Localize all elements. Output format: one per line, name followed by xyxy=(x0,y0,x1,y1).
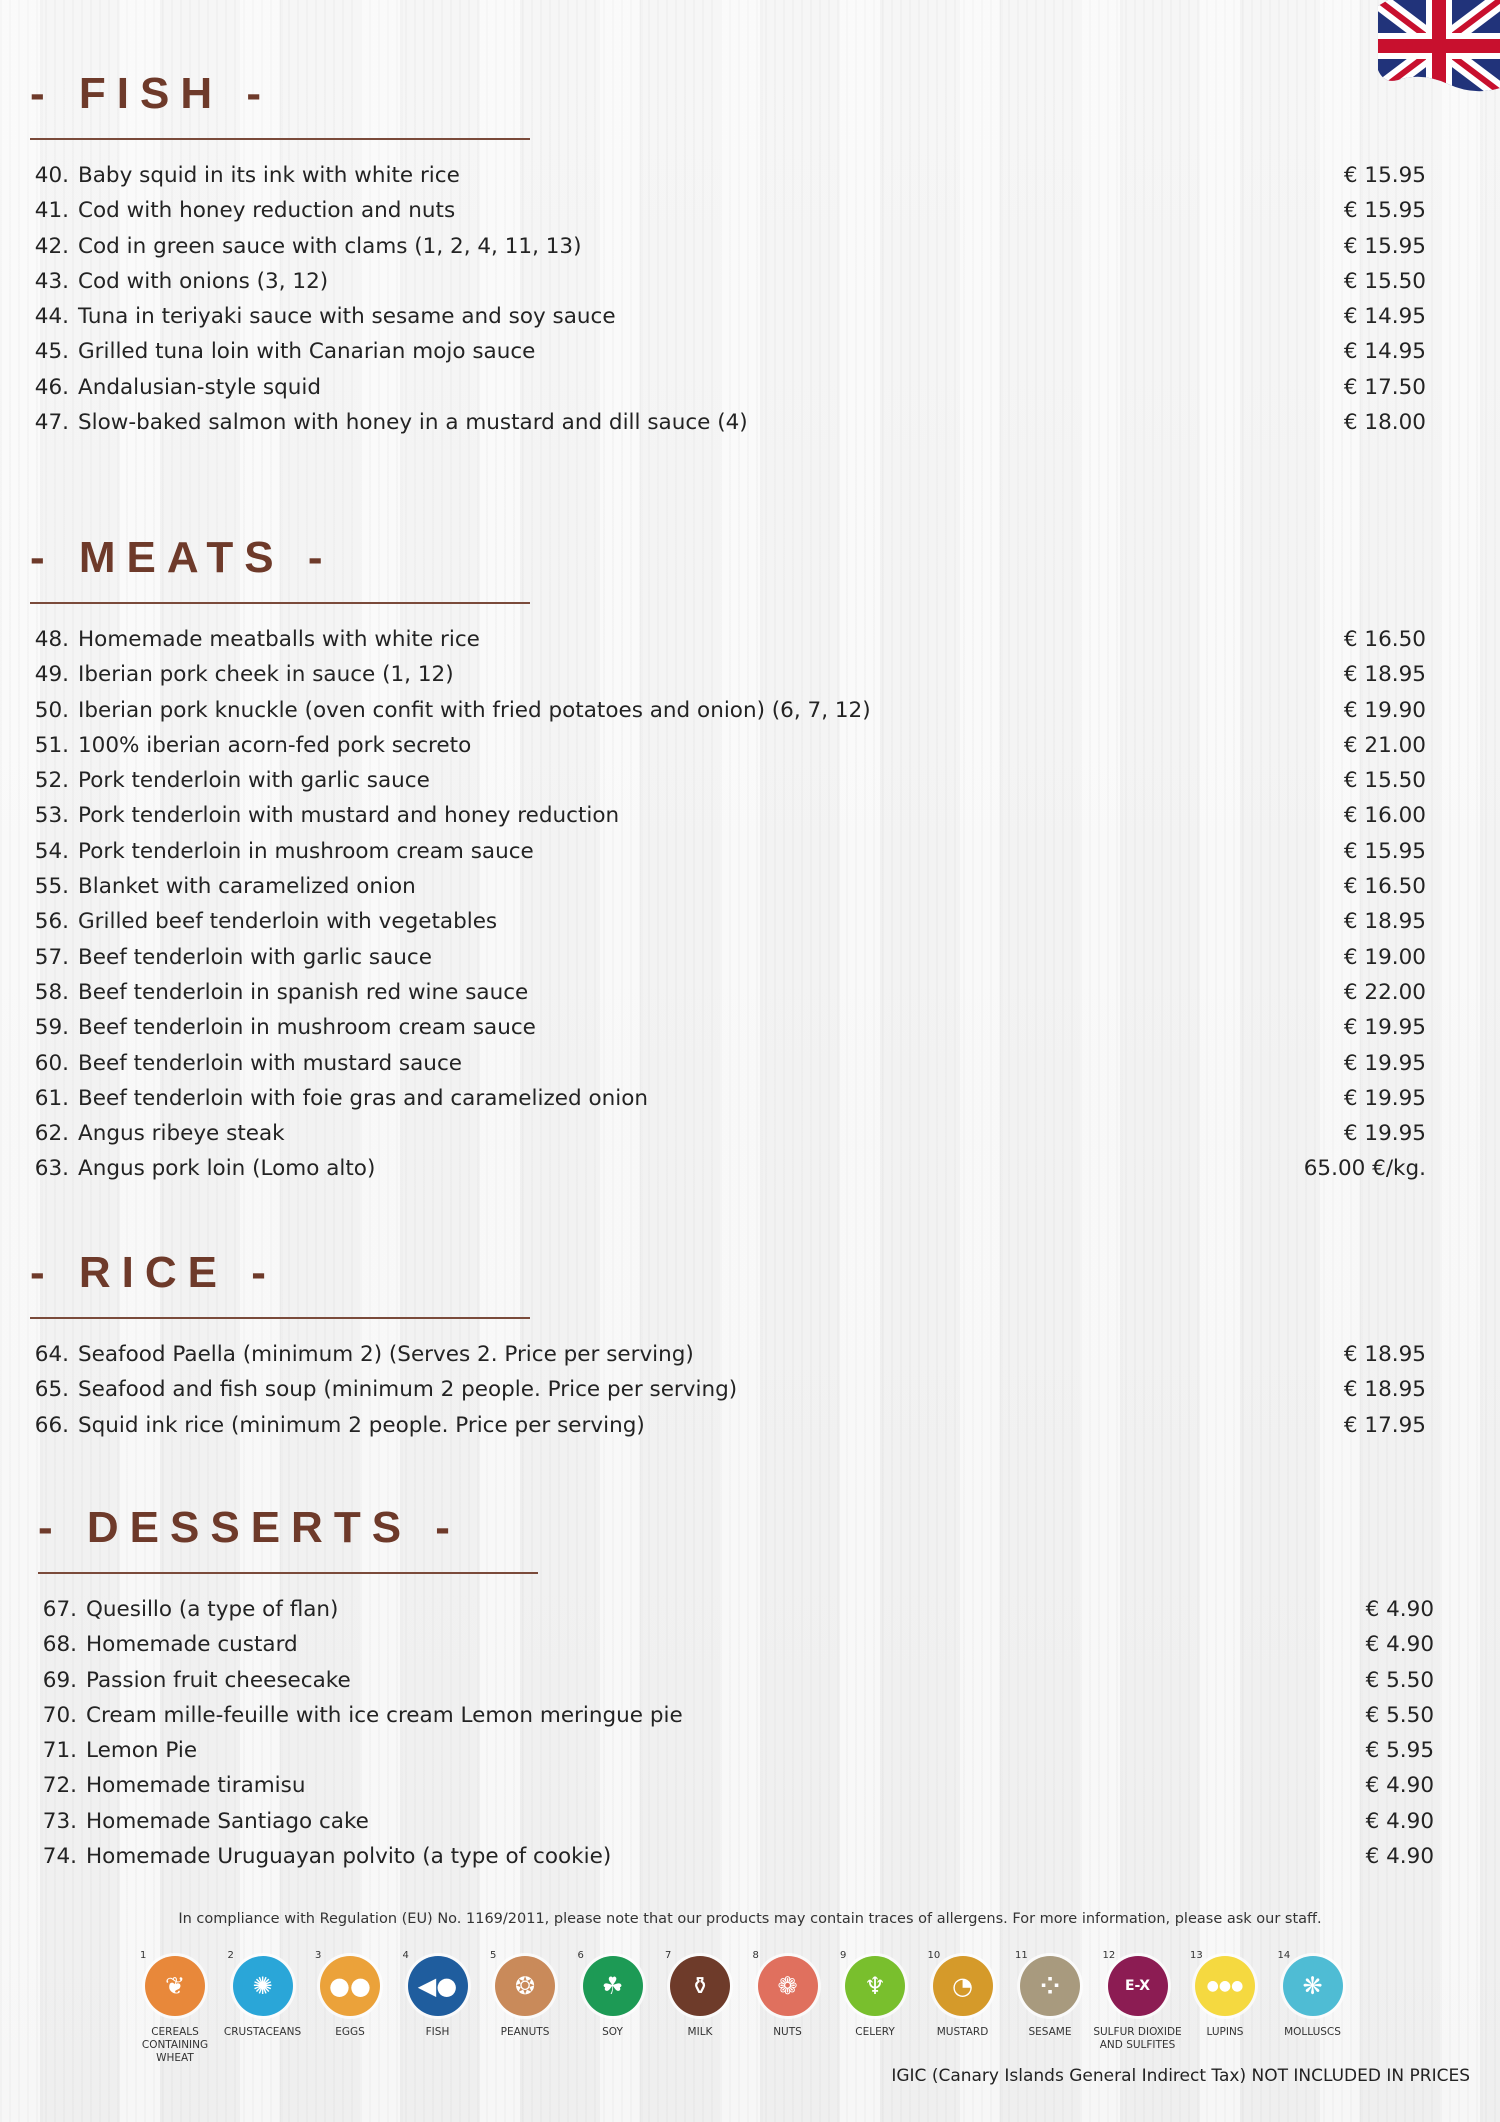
menu-item-number: 49. xyxy=(34,662,69,688)
menu-item-name: Homemade Santiago cake xyxy=(86,1808,369,1834)
menu-item-number: 65. xyxy=(34,1377,69,1403)
allergen-legend xyxy=(130,1950,1380,2064)
menu-item-number: 54. xyxy=(34,838,69,864)
menu-item-name: Cod in green sauce with clams (1, 2, 4, 11, 13) xyxy=(78,233,582,259)
menu-item-name: Pork tenderloin with mustard and honey reduction xyxy=(78,803,620,829)
menu-item-price: € 4.90 xyxy=(1365,1632,1434,1658)
menu-item-number: 41. xyxy=(34,198,69,224)
menu-item-description xyxy=(38,1592,338,1627)
menu-item-number: 59. xyxy=(34,1015,69,1041)
menu-item-number: 69. xyxy=(42,1667,77,1693)
menu-item-number: 68. xyxy=(42,1632,77,1658)
menu-item-name: Homemade tiramisu xyxy=(86,1773,306,1799)
menu-item-description xyxy=(30,1337,694,1372)
allergen-number: 7 xyxy=(665,1950,672,1961)
menu-item xyxy=(30,869,1426,904)
allergen-label: MILK xyxy=(687,2026,713,2038)
menu-item-number: 64. xyxy=(34,1342,69,1367)
menu-item-description xyxy=(30,1046,462,1081)
menu-item-price: € 19.95 xyxy=(1343,1050,1426,1076)
lupins-icon xyxy=(1195,1956,1255,2016)
section-title-fish: - FISH - xyxy=(30,69,272,118)
menu-item xyxy=(30,834,1426,869)
eggs-icon xyxy=(320,1956,380,2016)
allergen-label: CELERY xyxy=(855,2026,895,2038)
menu-item-description xyxy=(38,1663,351,1698)
menu-item xyxy=(30,657,1426,692)
menu-item-number: 44. xyxy=(34,304,69,330)
allergen-glyph: ☘ xyxy=(601,1972,624,2000)
menu-item-description xyxy=(30,834,534,869)
menu-item xyxy=(30,1116,1426,1151)
menu-item xyxy=(30,1408,1426,1443)
section-rice xyxy=(30,1248,1430,1443)
menu-item-number: 42. xyxy=(34,233,69,259)
menu-item-description xyxy=(30,763,430,798)
section-divider xyxy=(30,138,530,140)
menu-item-number: 61. xyxy=(34,1085,69,1111)
menu-item-price: € 4.90 xyxy=(1365,1773,1434,1799)
milk-icon xyxy=(670,1956,730,2016)
menu-item-description xyxy=(30,1081,648,1116)
menu-item-number: 52. xyxy=(34,768,69,794)
sesame-icon xyxy=(1020,1956,1080,2016)
menu-item-price: € 18.95 xyxy=(1343,662,1426,688)
menu-item-name: Andalusian-style squid xyxy=(78,374,321,400)
menu-item xyxy=(30,1010,1426,1045)
menu-item xyxy=(38,1592,1434,1627)
section-desserts xyxy=(38,1503,1438,1874)
menu-item-description xyxy=(30,728,471,763)
menu-item-price: € 22.00 xyxy=(1343,979,1426,1005)
allergen-item xyxy=(1005,1950,1095,2039)
menu-item-price: € 17.95 xyxy=(1343,1412,1426,1438)
menu-item-name: Cream mille-feuille with ice cream Lemon meringue pie xyxy=(86,1702,683,1728)
allergen-glyph: E-X xyxy=(1124,1978,1151,1994)
menu-item-number: 66. xyxy=(34,1412,69,1438)
allergen-label: EGGS xyxy=(335,2026,365,2038)
menu-item-price: € 19.95 xyxy=(1343,1121,1426,1147)
allergen-label: SESAME xyxy=(1028,2026,1072,2038)
allergen-label: SULFUR DIOXIDE AND SULFITES xyxy=(1093,2026,1182,2051)
menu-item-number: 55. xyxy=(34,874,69,900)
allergen-number: 4 xyxy=(402,1950,409,1961)
menu-item-description xyxy=(30,1116,285,1151)
menu-item-number: 53. xyxy=(34,803,69,829)
menu-item xyxy=(30,763,1426,798)
allergen-glyph: ◔ xyxy=(952,1972,973,2000)
menu-item-name: Iberian pork cheek in sauce (1, 12) xyxy=(78,662,454,688)
menu-item-name: Pork tenderloin with garlic sauce xyxy=(78,768,430,794)
menu-item xyxy=(30,1081,1426,1116)
soy-icon xyxy=(583,1956,643,2016)
menu-item-description xyxy=(30,693,871,728)
allergen-item xyxy=(393,1950,483,2039)
menu-item-price: € 4.90 xyxy=(1365,1844,1434,1870)
menu-item-name: Beef tenderloin with mustard sauce xyxy=(78,1050,462,1076)
menu-item-name: Slow-baked salmon with honey in a mustard and dill sauce (4) xyxy=(78,410,748,436)
menu-item-number: 50. xyxy=(34,697,69,723)
menu-item-name: 100% iberian acorn-fed pork secreto xyxy=(78,732,472,758)
menu-item-name: Grilled beef tenderloin with vegetables xyxy=(78,909,498,935)
allergen-label: MOLLUSCS xyxy=(1284,2026,1341,2038)
menu-item-number: 72. xyxy=(42,1773,77,1799)
menu-item xyxy=(30,1046,1426,1081)
section-title-rice: - RICE - xyxy=(30,1248,277,1297)
nuts-icon xyxy=(758,1956,818,2016)
section-fish xyxy=(30,69,1430,440)
menu-item-name: Seafood Paella (minimum 2) (Serves 2. Price per serving) xyxy=(78,1342,694,1367)
menu-item-price: € 17.50 xyxy=(1343,374,1426,400)
menu-item-name: Beef tenderloin in mushroom cream sauce xyxy=(78,1015,536,1041)
menu-item-name: Blanket with caramelized onion xyxy=(78,874,416,900)
section-divider xyxy=(38,1572,538,1574)
menu-item xyxy=(30,158,1426,193)
allergen-item xyxy=(655,1950,745,2039)
menu-item-price: € 18.00 xyxy=(1343,410,1426,436)
menu-item-description xyxy=(30,405,748,440)
menu-item-price: € 14.95 xyxy=(1343,339,1426,365)
menu-item-name: Cod with honey reduction and nuts xyxy=(78,198,456,224)
menu-item-name: Squid ink rice (minimum 2 people. Price per serving) xyxy=(78,1412,645,1438)
menu-item-name: Baby squid in its ink with white rice xyxy=(78,163,460,188)
menu-item-description xyxy=(30,1372,737,1407)
menu-item xyxy=(38,1733,1434,1768)
mustard-icon xyxy=(933,1956,993,2016)
menu-item-price: € 21.00 xyxy=(1343,732,1426,758)
menu-item xyxy=(38,1627,1434,1662)
menu-item-number: 62. xyxy=(34,1121,69,1147)
menu-item xyxy=(30,1151,1426,1186)
allergen-label: CRUSTACEANS xyxy=(223,2026,302,2038)
menu-item-price: € 5.50 xyxy=(1365,1702,1434,1728)
menu-item-price: € 15.50 xyxy=(1343,768,1426,794)
menu-item xyxy=(30,728,1426,763)
menu-item-name: Homemade Uruguayan polvito (a type of cookie) xyxy=(86,1844,612,1870)
tax-note: IGIC (Canary Islands General Indirect Tax) NOT INCLUDED IN PRICES xyxy=(891,2066,1470,2086)
menu-item xyxy=(30,193,1426,228)
menu-item-price: € 5.50 xyxy=(1365,1667,1434,1693)
allergen-number: 2 xyxy=(227,1950,234,1961)
menu-item-price: € 15.50 xyxy=(1343,268,1426,294)
menu-item-description xyxy=(30,193,455,228)
menu-item xyxy=(38,1698,1434,1733)
menu-item-price: € 16.50 xyxy=(1343,874,1426,900)
menu-item xyxy=(30,940,1426,975)
allergen-number: 3 xyxy=(315,1950,322,1961)
allergen-glyph: ◀● xyxy=(417,1972,458,2000)
menu-item-description xyxy=(30,869,416,904)
allergen-item xyxy=(1268,1950,1358,2039)
menu-item-number: 51. xyxy=(34,732,69,758)
menu-list-rice xyxy=(30,1337,1430,1443)
sulfites-icon xyxy=(1108,1956,1168,2016)
allergen-item xyxy=(568,1950,658,2039)
allergen-number: 13 xyxy=(1190,1950,1203,1961)
menu-item-price: € 18.95 xyxy=(1343,1342,1426,1367)
celery-icon xyxy=(845,1956,905,2016)
crab-icon xyxy=(233,1956,293,2016)
menu-item-description xyxy=(30,229,582,264)
menu-item xyxy=(30,229,1426,264)
menu-item-price: € 16.50 xyxy=(1343,627,1426,652)
allergen-number: 9 xyxy=(840,1950,847,1961)
menu-item-price: € 16.00 xyxy=(1343,803,1426,829)
menu-item-price: € 18.95 xyxy=(1343,1377,1426,1403)
menu-item xyxy=(38,1839,1434,1874)
allergen-glyph: ●●● xyxy=(1206,1978,1244,1994)
allergen-item xyxy=(130,1950,220,2065)
allergen-number: 10 xyxy=(927,1950,941,1961)
menu-item-description xyxy=(30,158,460,193)
menu-item-description xyxy=(30,1408,645,1443)
allergen-label: CEREALS CONTAINING WHEAT xyxy=(141,2026,209,2064)
allergen-glyph: ⁘ xyxy=(1039,1972,1061,2000)
menu-item-number: 58. xyxy=(34,979,69,1005)
menu-item-description xyxy=(30,1010,536,1045)
section-meats xyxy=(30,533,1430,1187)
menu-item-name: Passion fruit cheesecake xyxy=(86,1667,351,1693)
allergen-item xyxy=(743,1950,833,2039)
menu-item-price: 65.00 €/kg. xyxy=(1303,1156,1426,1182)
peanut-icon xyxy=(495,1956,555,2016)
menu-item xyxy=(38,1663,1434,1698)
menu-item-price: € 19.95 xyxy=(1343,1015,1426,1041)
menu-item-description xyxy=(30,334,535,369)
menu-item-description xyxy=(38,1627,298,1662)
menu-item-price: € 5.95 xyxy=(1365,1738,1434,1764)
section-divider xyxy=(30,602,530,604)
allergen-glyph: ❦ xyxy=(164,1972,186,2000)
menu-item-name: Lemon Pie xyxy=(86,1738,198,1764)
menu-item-name: Quesillo (a type of flan) xyxy=(86,1597,339,1622)
allergen-item xyxy=(305,1950,395,2039)
allergen-notice: In compliance with Regulation (EU) No. 1169/2011, please note that our products may contain traces of allergens. For more information, please ask our staff. xyxy=(178,1911,1322,1927)
allergen-item xyxy=(480,1950,570,2039)
menu-item xyxy=(30,264,1426,299)
menu-item-price: € 4.90 xyxy=(1365,1597,1434,1622)
menu-item-name: Tuna in teriyaki sauce with sesame and soy sauce xyxy=(78,304,616,330)
menu-item xyxy=(30,405,1426,440)
menu-item-name: Homemade custard xyxy=(86,1632,298,1658)
allergen-label: PEANUTS xyxy=(500,2026,550,2038)
menu-item-number: 74. xyxy=(42,1844,77,1870)
section-title-meats: - MEATS - xyxy=(30,533,334,582)
menu-item-number: 60. xyxy=(34,1050,69,1076)
menu-item-description xyxy=(30,1151,375,1186)
menu-list-desserts xyxy=(38,1592,1438,1874)
allergen-item xyxy=(830,1950,920,2039)
menu-list-meats xyxy=(30,622,1430,1187)
section-title-desserts: - DESSERTS - xyxy=(38,1503,461,1552)
menu-item-number: 67. xyxy=(42,1597,77,1622)
menu-item xyxy=(30,622,1426,657)
allergen-label: LUPINS xyxy=(1206,2026,1244,2038)
menu-item-name: Pork tenderloin in mushroom cream sauce xyxy=(78,838,534,864)
menu-item-price: € 18.95 xyxy=(1343,909,1426,935)
menu-item xyxy=(30,1372,1426,1407)
menu-item xyxy=(30,798,1426,833)
menu-item-price: € 14.95 xyxy=(1343,304,1426,330)
menu-item-name: Cod with onions (3, 12) xyxy=(78,268,329,294)
menu-item-price: € 19.95 xyxy=(1343,1085,1426,1111)
menu-item-price: € 4.90 xyxy=(1365,1808,1434,1834)
allergen-number: 1 xyxy=(140,1950,147,1961)
allergen-item xyxy=(1180,1950,1270,2039)
allergen-label: MUSTARD xyxy=(936,2026,989,2038)
allergen-number: 6 xyxy=(577,1950,584,1961)
menu-item-description xyxy=(30,904,497,939)
allergen-label: NUTS xyxy=(773,2026,802,2038)
menu-item-description xyxy=(38,1698,683,1733)
menu-item-description xyxy=(30,940,432,975)
menu-item-description xyxy=(30,264,328,299)
menu-item xyxy=(30,904,1426,939)
menu-item-price: € 15.95 xyxy=(1343,163,1426,188)
menu-item-number: 40. xyxy=(34,163,69,188)
allergen-number: 14 xyxy=(1277,1950,1291,1961)
menu-item-name: Seafood and fish soup (minimum 2 people. Price per serving) xyxy=(78,1377,738,1403)
menu-item-name: Angus pork loin (Lomo alto) xyxy=(78,1156,376,1182)
menu-item-description xyxy=(38,1733,197,1768)
shell-icon xyxy=(1283,1956,1343,2016)
menu-item xyxy=(30,370,1426,405)
allergen-glyph: ✺ xyxy=(252,1972,273,2000)
section-divider xyxy=(30,1317,530,1319)
menu-item-number: 43. xyxy=(34,268,69,294)
menu-item-description xyxy=(38,1804,369,1839)
menu-item-number: 45. xyxy=(34,339,69,365)
menu-item-price: € 15.95 xyxy=(1343,198,1426,224)
menu-item-description xyxy=(38,1768,305,1803)
menu-item-number: 56. xyxy=(34,909,69,935)
allergen-glyph: ●● xyxy=(329,1972,371,2000)
menu-list-fish xyxy=(30,158,1430,440)
menu-item-number: 57. xyxy=(34,944,69,970)
menu-item-number: 46. xyxy=(34,374,69,400)
menu-item-price: € 19.90 xyxy=(1343,697,1426,723)
menu-item xyxy=(30,693,1426,728)
menu-item-name: Beef tenderloin in spanish red wine sauce xyxy=(78,979,529,1005)
menu-item-number: 63. xyxy=(34,1156,69,1182)
menu-item-number: 70. xyxy=(42,1702,77,1728)
menu-item-number: 73. xyxy=(42,1808,77,1834)
menu-item-name: Beef tenderloin with garlic sauce xyxy=(78,944,432,970)
allergen-glyph: ❁ xyxy=(777,1972,798,2000)
menu-item-number: 71. xyxy=(42,1738,77,1764)
menu-item-name: Angus ribeye steak xyxy=(78,1121,285,1147)
menu-item-description xyxy=(30,798,619,833)
menu-item-price: € 15.95 xyxy=(1343,233,1426,259)
menu-item-description xyxy=(38,1839,611,1874)
menu-item-description xyxy=(30,657,454,692)
menu-item-description xyxy=(30,975,528,1010)
menu-item-name: Homemade meatballs with white rice xyxy=(78,627,480,652)
allergen-label: FISH xyxy=(425,2026,450,2038)
fish-icon xyxy=(408,1956,468,2016)
allergen-item xyxy=(918,1950,1008,2039)
allergen-item xyxy=(1093,1950,1183,2052)
menu-item-description xyxy=(30,622,480,657)
menu-item-name: Grilled tuna loin with Canarian mojo sauce xyxy=(78,339,536,365)
menu-item-price: € 19.00 xyxy=(1343,944,1426,970)
menu-item xyxy=(30,334,1426,369)
allergen-glyph: ♆ xyxy=(864,1972,886,2000)
allergen-number: 5 xyxy=(490,1950,497,1961)
menu-item xyxy=(30,299,1426,334)
wheat-icon xyxy=(145,1956,205,2016)
allergen-number: 11 xyxy=(1015,1950,1028,1961)
menu-item-description xyxy=(30,370,321,405)
allergen-glyph: ❋ xyxy=(1302,1972,1323,2000)
menu-item-name: Beef tenderloin with foie gras and caramelized onion xyxy=(78,1085,649,1111)
allergen-label: SOY xyxy=(602,2026,623,2038)
allergen-number: 12 xyxy=(1102,1950,1116,1961)
menu-item-name: Iberian pork knuckle (oven confit with fried potatoes and onion) (6, 7, 12) xyxy=(78,697,871,723)
allergen-glyph: ❂ xyxy=(514,1972,536,2000)
menu-item-number: 48. xyxy=(34,627,69,652)
menu-item-number: 47. xyxy=(34,410,69,436)
allergen-glyph: ⚱ xyxy=(689,1972,711,2000)
menu-item-description xyxy=(30,299,616,334)
allergen-item xyxy=(218,1950,308,2039)
menu-item xyxy=(38,1768,1434,1803)
menu-item-price: € 15.95 xyxy=(1343,838,1426,864)
menu-item xyxy=(30,1337,1426,1372)
allergen-number: 8 xyxy=(752,1950,759,1961)
menu-item xyxy=(38,1804,1434,1839)
menu-item xyxy=(30,975,1426,1010)
